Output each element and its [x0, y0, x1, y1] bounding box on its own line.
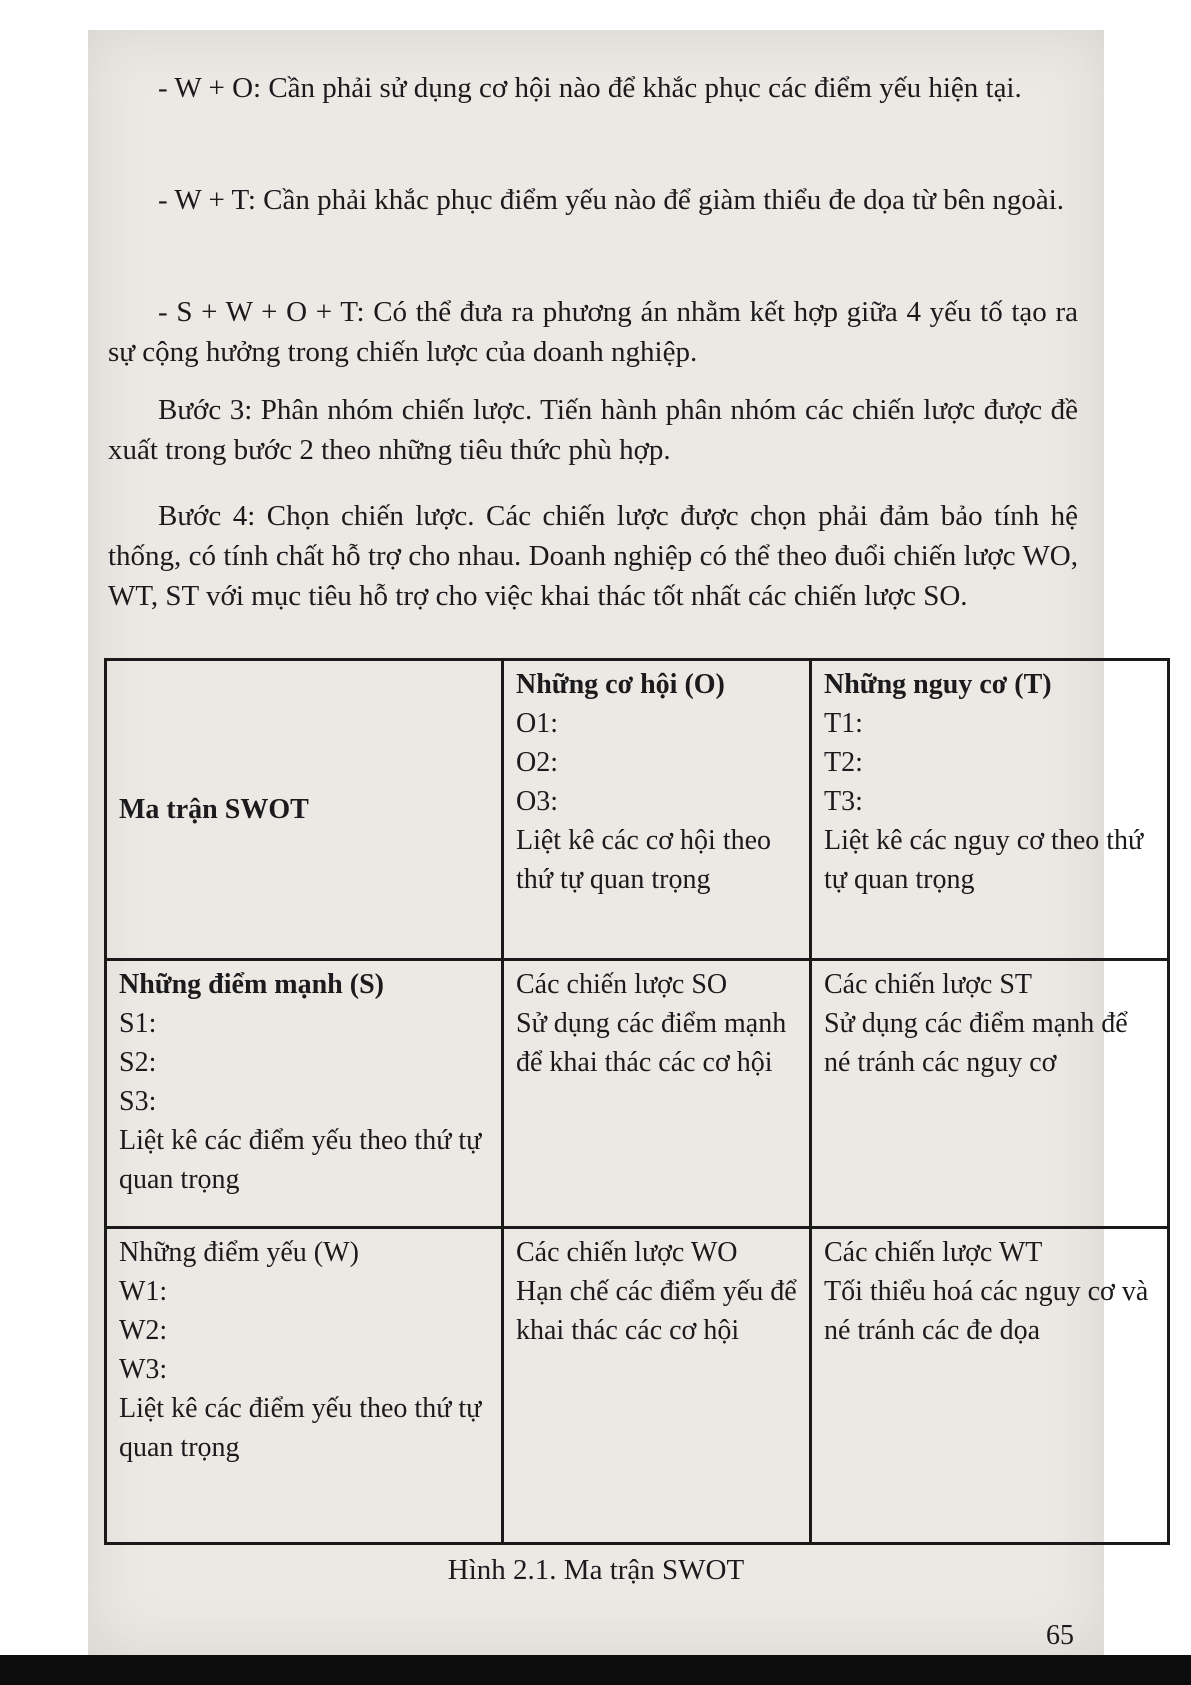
strength-item: S2: [119, 1047, 157, 1078]
weaknesses-header: Những điểm yếu (W) [119, 1237, 359, 1268]
opportunity-item: O2: [516, 747, 558, 778]
wt-strategy-desc: Tối thiểu hoá các nguy cơ và né tránh các đe dọa [824, 1276, 1149, 1346]
swot-matrix-table [104, 658, 1170, 1545]
strengths-header: Những điểm mạnh (S) [119, 969, 384, 1000]
paragraph-w-o: - W + O: Cần phải sử dụng cơ hội nào để khắc phục các điểm yếu hiện tại. [158, 72, 1022, 104]
matrix-corner-cell [106, 660, 503, 960]
strength-item: S3: [119, 1086, 157, 1117]
bottom-edge-bar [0, 1655, 1191, 1685]
weakness-item: W2: [119, 1315, 168, 1346]
matrix-title: Ma trận SWOT [119, 794, 309, 825]
wt-strategy-cell [811, 1228, 1169, 1544]
threats-note: Liệt kê các nguy cơ theo thứ tự quan trọng [824, 825, 1144, 895]
threat-item: T1: [824, 708, 863, 739]
page-number: 65 [1046, 1620, 1074, 1651]
figure-caption: Hình 2.1. Ma trận SWOT [447, 1554, 745, 1586]
table-row-weaknesses [106, 1228, 1169, 1544]
paragraph-step-3: Bước 3: Phân nhóm chiến lược. Tiến hành phân nhóm các chiến lược được đề xuất trong bước 2 theo những tiêu thức phù hợp. [108, 394, 1078, 466]
so-strategy-desc: Sử dụng các điểm mạnh để khai thác các cơ hội [516, 1008, 787, 1078]
weaknesses-cell [106, 1228, 503, 1544]
wo-strategy-cell [503, 1228, 811, 1544]
strengths-note: Liệt kê các điểm yếu theo thứ tự quan trọng [119, 1125, 482, 1195]
wt-strategy-title: Các chiến lược WT [824, 1237, 1043, 1268]
opportunities-cell [503, 660, 811, 960]
weaknesses-note: Liệt kê các điểm yếu theo thứ tự quan trọng [119, 1393, 482, 1463]
opportunities-note: Liệt kê các cơ hội theo thứ tự quan trọng [516, 825, 772, 895]
wo-strategy-desc: Hạn chế các điểm yếu để khai thác các cơ hội [516, 1276, 797, 1346]
st-strategy-desc: Sử dụng các điểm mạnh để né tránh các nguy cơ [824, 1008, 1128, 1078]
opportunity-item: O1: [516, 708, 558, 739]
table-row-strengths [106, 960, 1169, 1228]
opportunity-item: O3: [516, 786, 558, 817]
opportunities-header: Những cơ hội (O) [516, 669, 725, 700]
st-strategy-cell [811, 960, 1169, 1228]
threat-item: T3: [824, 786, 863, 817]
weakness-item: W3: [119, 1354, 168, 1385]
strengths-cell [106, 960, 503, 1228]
book-page [88, 30, 1149, 1655]
wo-strategy-title: Các chiến lược WO [516, 1237, 738, 1268]
paragraph-step-4: Bước 4: Chọn chiến lược. Các chiến lược được chọn phải đảm bảo tính hệ thống, có tính chất hỗ trợ cho nhau. Doanh nghiệp có thể theo đuổi chiến lược WO, WT, ST với mục tiêu hỗ trợ cho việc khai thác tốt nhất các chiến lược SO. [108, 500, 1078, 612]
strength-item: S1: [119, 1008, 157, 1039]
table-row-header [106, 660, 1169, 960]
threats-cell [811, 660, 1169, 960]
weakness-item: W1: [119, 1276, 168, 1307]
paragraph-w-t: - W + T: Cần phải khắc phục điểm yếu nào để giàm thiểu đe dọa từ bên ngoài. [158, 184, 1065, 216]
threat-item: T2: [824, 747, 863, 778]
st-strategy-title: Các chiến lược ST [824, 969, 1033, 1000]
threats-header: Những nguy cơ (T) [824, 669, 1052, 700]
paragraph-s-w-o-t: - S + W + O + T: Có thể đưa ra phương án nhằm kết hợp giữa 4 yếu tố tạo ra sự cộng hưởng trong chiến lược của doanh nghiệp. [108, 296, 1078, 368]
so-strategy-cell [503, 960, 811, 1228]
so-strategy-title: Các chiến lược SO [516, 969, 728, 1000]
